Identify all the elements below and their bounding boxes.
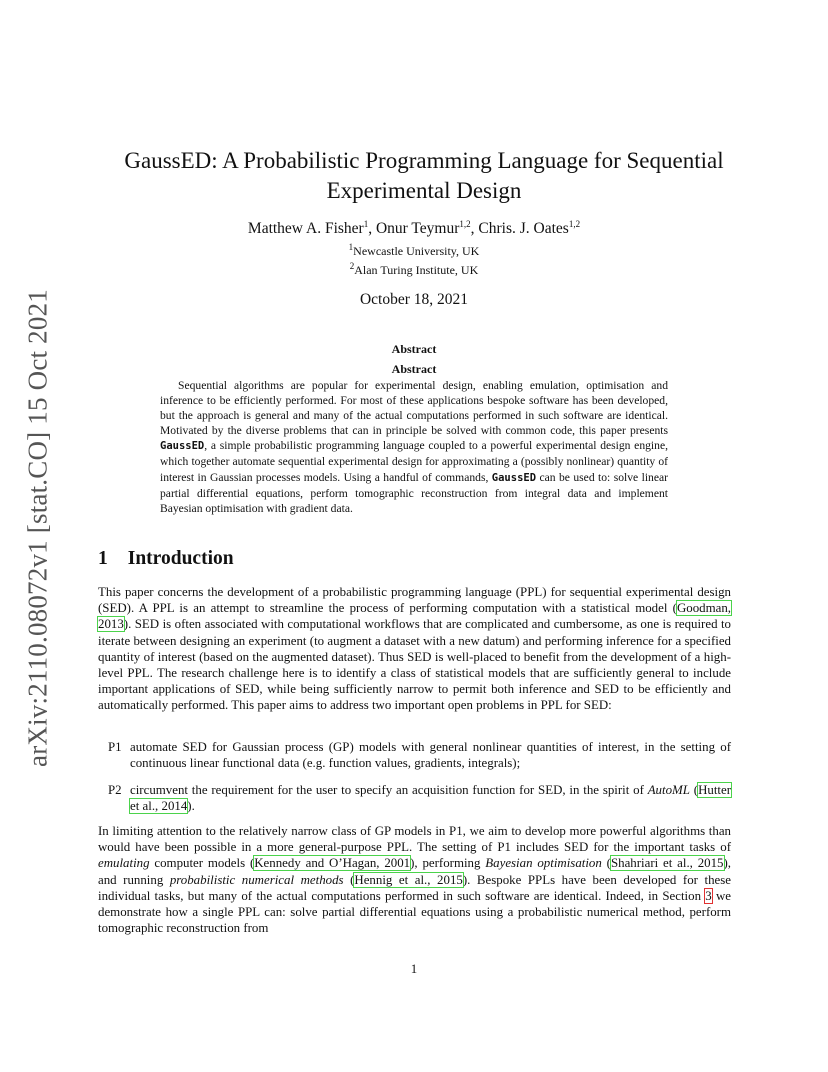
emphasis-probabilistic-numerical-methods: probabilistic numerical methods: [169, 872, 344, 887]
page-number: 1: [410, 962, 418, 976]
section-reference-3[interactable]: 3: [705, 888, 712, 903]
section-title: Introduction: [127, 548, 234, 569]
citation-goodman-2013[interactable]: Goodman, 2013: [98, 601, 731, 632]
arxiv-identifier: [18, 288, 58, 768]
publication-date: October 18, 2021: [359, 291, 469, 308]
intro-paragraph-1: This paper concerns the development of a probabilistic programming language (PPL) for sequential experimental design (SED). A PPL is an attempt to streamline the process of performing computation with a statistical model (Goodman, 2013). SED is often associated with computational workflows that are complicated and cumbersome, as one is required to iterate between designing an experiment (to augment a dataset with a new datum) and performing inference for a specified quantity of interest (based on the augmented dataset). Thus SED is well-placed to benefit from the development of a high-level PPL. The research challenge here is to identify a class of statistical models that are sufficiently general to include important applications of SED, while being sufficiently narrow to permit both inference and SED to be efficiently and automatically performed. This paper aims to address two important open problems in PPL for SED:: [98, 585, 731, 713]
emphasis-bayesian-optimisation: Bayesian optimisation: [485, 856, 602, 871]
citation-hennig-2015[interactable]: Hennig et al., 2015: [354, 872, 463, 887]
citation-shahriari-2015[interactable]: Shahriari et al., 2015: [610, 856, 724, 871]
author-1: Matthew A. Fisher: [247, 220, 364, 237]
abstract-text: Sequential algorithms are popular for experimental design, enabling emulation, optimisation and inference to be efficiently performed. For most of these applications bespoke software has been developed, but the approach is general and many of the actual computations performed in such software are identical. Motivated by the diverse problems that can in principle be solved with common code, this paper presents GaussED, a simple probabilistic programming language coupled to a powerful experimental design engine, which together automate sequential experimental design for approximating a (possibly nonlinear) quantity of interest in Gaussian processes models. Using a handful of commands, GaussED can be used to: solve linear partial differential equations, perform tomographic reconstruction from integral data and implement Bayesian optimisation with gradient data.: [160, 379, 668, 515]
title-line-2: Experimental Design: [326, 178, 522, 203]
abstract-heading-repeat: Abstract: [391, 362, 437, 376]
emphasis-automl: AutoML: [647, 783, 690, 797]
list-item-p1: [108, 739, 731, 771]
author-list: Matthew A. Fisher$^1$, Onur Teymur$^{1,2}$, Chris. J. Oates$^{1,2}$: [247, 218, 581, 237]
list-item-p2: [108, 782, 731, 814]
abstract-heading: Abstract: [391, 342, 437, 356]
citation-hutter-2014[interactable]: Hutter et al., 2014: [130, 783, 731, 814]
section-heading-introduction: [98, 548, 234, 570]
emphasis-emulating: emulating: [98, 856, 150, 871]
list-item-text: automate SED for Gaussian process (GP) models with general nonlinear quantities of interest, in the setting of continuous linear functional data (e.g. function values, gradients, integrals);: [130, 740, 731, 771]
author-2-affil: 1,2: [459, 218, 471, 229]
author-3-affil: 1,2: [568, 218, 581, 229]
intro-paragraph-2: In limiting attention to the relatively narrow class of GP models in P1, we aim to develop more powerful algorithms than would have been possible in a more general-purpose PPL. The setting of P1 includes SED for the important tasks of emulating computer models (Kennedy and O’Hagan, 2001), performing Bayesian optimisation (Shahriari et al., 2015), and running probabilistic numerical methods (Hennig et al., 2015). Bespoke PPLs have been developed for these individual tasks, but many of the actual computations performed in such software are identical. Indeed, in Section 3 we demonstrate how a single PPL can: solve partial differential equations using a probabilistic numerical method, perform tomographic reconstruction from: [98, 824, 732, 936]
list-item-label: P2: [108, 783, 122, 797]
list-item-text: circumvent the requirement for the user to specify an acquisition function for SED, in the spirit of AutoML (Hutter et al., 2014).: [130, 783, 731, 814]
title-line-1: GaussED: A Probabilistic Programming Language for Sequential: [124, 148, 724, 173]
author-2: Onur Teymur: [375, 220, 460, 237]
section-number: 1: [98, 548, 108, 569]
paper-title: [90, 146, 758, 206]
affiliation-2: $^2$Alan Turing Institute, UK: [349, 261, 479, 277]
arxiv-identifier-text: arXiv:2110.08072v1 [stat.CO] 15 Oct 2021: [22, 289, 53, 767]
author-3: Chris. J. Oates: [478, 220, 569, 237]
code-gaussed: GaussED: [160, 440, 205, 453]
affiliation-1: $^1$Newcastle University, UK: [348, 242, 480, 258]
code-gaussed: GaussED: [491, 471, 537, 484]
author-1-affil: 1: [363, 218, 369, 229]
list-item-label: P1: [108, 740, 122, 754]
citation-kennedy-ohagan-2001[interactable]: Kennedy and O’Hagan, 2001: [254, 856, 411, 871]
